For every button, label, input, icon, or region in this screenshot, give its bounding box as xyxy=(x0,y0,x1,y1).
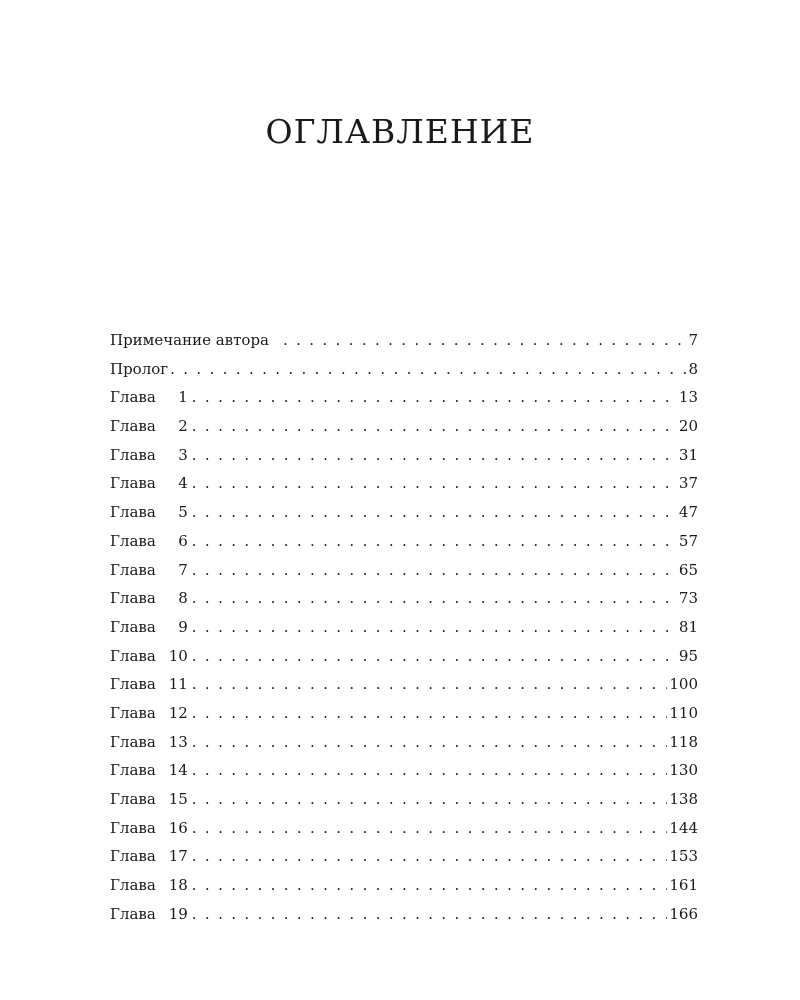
chapter-number: 15 xyxy=(168,790,188,808)
dot-leader xyxy=(190,900,668,929)
chapter-number: 14 xyxy=(168,761,188,780)
toc-entry-label: Глава xyxy=(110,589,156,608)
toc-entry-title xyxy=(110,842,190,871)
toc-entry-label: Глава xyxy=(110,617,156,636)
toc-entry[interactable] xyxy=(110,355,698,384)
page-title: ОГЛАВЛЕНИЕ xyxy=(265,112,535,151)
dot-leader xyxy=(168,355,686,384)
toc-entry-title xyxy=(110,326,269,355)
toc-entry-label: Глава xyxy=(110,675,156,694)
toc-entry-label: Глава xyxy=(110,703,156,722)
page-number: 20 xyxy=(678,417,698,436)
page-number: 65 xyxy=(678,560,698,579)
toc-entry-title xyxy=(110,613,190,642)
dot-leader xyxy=(190,728,668,757)
toc-entry-label: Глава xyxy=(110,646,156,665)
page-number: 73 xyxy=(678,589,698,608)
dot-leader xyxy=(190,871,668,900)
toc-entry-label: Глава xyxy=(110,417,156,436)
chapter-number: 7 xyxy=(178,560,188,579)
toc-entry-label: Примечание автора xyxy=(110,331,269,349)
dot-leader xyxy=(190,613,677,642)
toc-entry-title xyxy=(110,412,190,441)
page-number: 166 xyxy=(669,904,698,923)
dot-leader xyxy=(190,412,677,441)
toc-entry[interactable] xyxy=(110,900,698,929)
chapter-number: 3 xyxy=(178,445,188,464)
toc-entry[interactable] xyxy=(110,699,698,728)
page-number: 13 xyxy=(678,388,698,407)
toc-entry[interactable] xyxy=(110,642,698,671)
dot-leader xyxy=(190,584,677,613)
toc-entry-title xyxy=(110,699,190,728)
chapter-number: 18 xyxy=(168,876,188,895)
chapter-number: 4 xyxy=(178,474,188,493)
dot-leader xyxy=(190,527,677,556)
dot-leader xyxy=(190,756,668,785)
dot-leader xyxy=(190,814,668,843)
toc-entry-title xyxy=(110,670,190,699)
toc-entry-label: Глава xyxy=(110,847,156,866)
toc-entry-title xyxy=(110,728,190,757)
toc-entry-label: Глава xyxy=(110,474,156,493)
chapter-number: 5 xyxy=(178,503,188,522)
page-number: 47 xyxy=(678,503,698,522)
toc-entry-label: Глава xyxy=(110,388,156,407)
toc-entry-title xyxy=(110,498,190,527)
toc-entry-label: Пролог xyxy=(110,359,169,378)
toc-entry[interactable] xyxy=(110,412,698,441)
page-number: 37 xyxy=(678,474,698,493)
dot-leader xyxy=(190,699,668,728)
page-number: 7 xyxy=(688,331,698,349)
dot-leader xyxy=(190,785,668,814)
page-number: 153 xyxy=(669,847,698,866)
page-number: 8 xyxy=(688,359,698,378)
chapter-number: 10 xyxy=(168,646,188,665)
toc-entry[interactable] xyxy=(110,383,698,412)
toc-entry[interactable] xyxy=(110,613,698,642)
chapter-number: 8 xyxy=(178,589,188,608)
toc-entry[interactable] xyxy=(110,326,698,355)
toc-entry[interactable] xyxy=(110,842,698,871)
chapter-number: 17 xyxy=(168,847,188,866)
toc-entry[interactable] xyxy=(110,556,698,585)
toc-entry[interactable] xyxy=(110,527,698,556)
chapter-number: 13 xyxy=(168,732,188,751)
dot-leader xyxy=(190,670,668,699)
toc-entry[interactable] xyxy=(110,469,698,498)
toc-entry-label: Глава xyxy=(110,531,156,550)
toc-entry-title xyxy=(110,527,190,556)
toc-entry-label: Глава xyxy=(110,560,156,579)
toc-entry[interactable] xyxy=(110,871,698,900)
toc-entry-title xyxy=(110,383,190,412)
toc-entry-label: Глава xyxy=(110,503,156,522)
dot-leader xyxy=(190,383,677,412)
toc-entry[interactable] xyxy=(110,785,698,814)
chapter-number: 1 xyxy=(178,388,188,407)
toc-entry-title xyxy=(110,355,168,384)
toc-entry-title xyxy=(110,814,190,843)
toc-entry-title xyxy=(110,642,190,671)
page-number: 100 xyxy=(669,675,698,694)
toc-entry-label: Глава xyxy=(110,445,156,464)
page-number: 57 xyxy=(678,531,698,550)
page-number: 161 xyxy=(669,876,698,895)
dot-leader xyxy=(190,469,677,498)
dot-leader xyxy=(190,842,668,871)
dot-leader xyxy=(269,326,686,355)
toc-entry-label: Глава xyxy=(110,876,156,895)
table-of-contents xyxy=(110,326,698,928)
chapter-number: 2 xyxy=(178,417,188,436)
toc-entry-title xyxy=(110,469,190,498)
toc-entry-title xyxy=(110,441,190,470)
chapter-number: 19 xyxy=(168,904,188,923)
chapter-number: 16 xyxy=(168,818,188,837)
toc-entry[interactable] xyxy=(110,584,698,613)
chapter-number: 6 xyxy=(178,531,188,550)
toc-entry-label: Глава xyxy=(110,732,156,751)
dot-leader xyxy=(190,556,677,585)
page-number: 110 xyxy=(669,703,698,722)
page-number: 31 xyxy=(678,445,698,464)
toc-entry-title xyxy=(110,756,190,785)
toc-entry-label: Глава xyxy=(110,790,156,808)
toc-entry-label: Глава xyxy=(110,904,156,923)
dot-leader xyxy=(190,642,677,671)
page-number: 81 xyxy=(678,617,698,636)
toc-entry-label: Глава xyxy=(110,761,156,780)
toc-entry[interactable] xyxy=(110,498,698,527)
toc-entry[interactable] xyxy=(110,670,698,699)
toc-entry-title xyxy=(110,900,190,929)
toc-entry-title xyxy=(110,785,190,814)
toc-entry-title xyxy=(110,584,190,613)
toc-entry-label: Глава xyxy=(110,818,156,837)
chapter-number: 11 xyxy=(168,675,188,694)
toc-entry[interactable] xyxy=(110,728,698,757)
toc-entry[interactable] xyxy=(110,441,698,470)
page-number: 118 xyxy=(669,732,698,751)
chapter-number: 9 xyxy=(178,617,188,636)
page-number: 138 xyxy=(669,790,698,808)
dot-leader xyxy=(190,441,677,470)
chapter-number: 12 xyxy=(168,703,188,722)
page-number: 144 xyxy=(669,818,698,837)
page-number: 95 xyxy=(678,646,698,665)
toc-entry-title xyxy=(110,871,190,900)
page-number: 130 xyxy=(669,761,698,780)
dot-leader xyxy=(190,498,677,527)
toc-entry[interactable] xyxy=(110,814,698,843)
toc-entry-title xyxy=(110,556,190,585)
toc-entry[interactable] xyxy=(110,756,698,785)
